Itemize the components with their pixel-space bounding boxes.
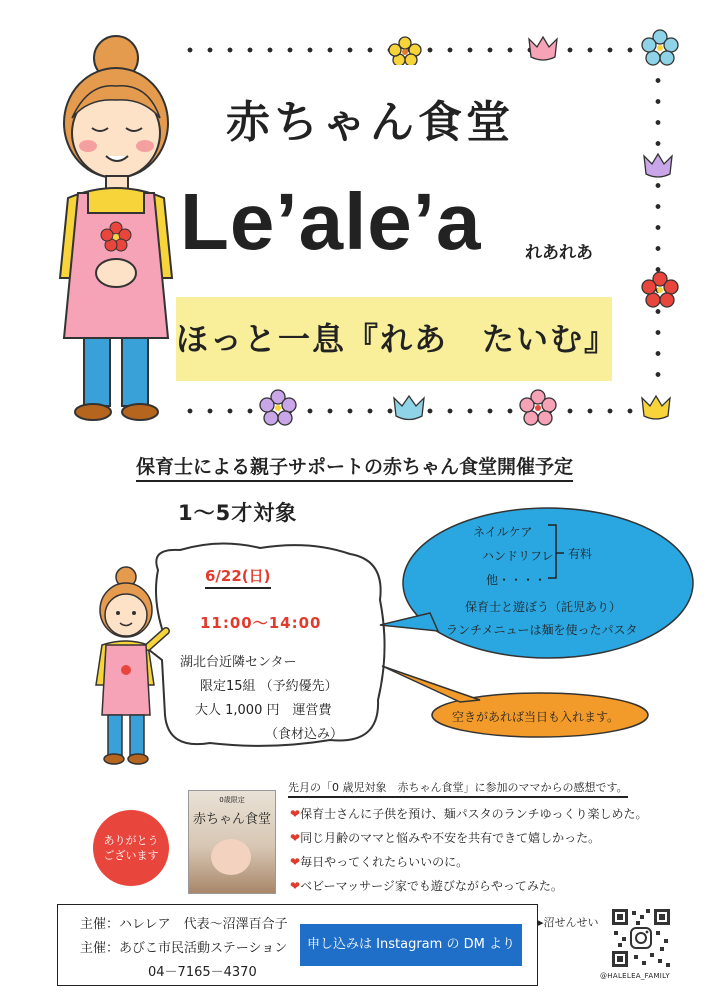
logo-reading: れあれあ (525, 243, 593, 263)
flower-blue-icon (640, 28, 680, 68)
woman-illustration (48, 28, 183, 423)
photo-baby (211, 839, 251, 875)
testimonial-item (290, 877, 563, 894)
service-paid-label: 有料 (568, 547, 593, 561)
event-date (205, 565, 271, 586)
event-limit: 限定15組 （予約優先） (200, 679, 338, 694)
event-fee: 大人 1,000 円 運営費 (195, 703, 332, 718)
tulip-purple-icon (640, 150, 676, 180)
tulip-pink-icon (525, 33, 561, 63)
logo-text: Le’ale’a (180, 177, 482, 266)
qr-label-text: 沼せんせい (543, 916, 599, 929)
testimonial-item (290, 829, 600, 846)
walk-in-note: 空きがあれば当日も入れます。 (452, 710, 620, 724)
frame-dots-right (655, 70, 661, 390)
instagram-dm-button[interactable]: 申し込みは Instagram の DM より (300, 924, 522, 966)
instagram-handle: @HALELEA_FAMILY (600, 972, 671, 980)
banner: ほっと一息『れあ たいむ』 (176, 297, 612, 381)
thanks-badge: ありがとう ございます (93, 810, 169, 886)
event-photo (188, 790, 276, 894)
tulip-yellow-icon (638, 392, 674, 422)
photo-title: 赤ちゃん食堂 (192, 812, 271, 827)
speech-bubble-orange (380, 660, 660, 740)
event-time: 11:00～14:00 (200, 614, 322, 632)
testimonials-heading-text: 先月の「0 歳児対象 赤ちゃん食堂」に参加のママからの感想です。 (288, 781, 628, 798)
testimonial-text: 同じ月齢のママと悩みや不安を共有できて嬉しかった。 (300, 831, 601, 845)
flower-purple-icon (258, 388, 298, 428)
event-venue: 湖北台近隣センター (180, 655, 297, 670)
subtitle-text: 保育士による親子サポートの赤ちゃん食堂開催予定 (136, 456, 573, 482)
footer-phone: 04－7165－4370 (148, 965, 257, 980)
event-fee-note: （食材込み） (265, 727, 344, 742)
qr-label (538, 914, 599, 930)
service-lunch: ランチメニューは麺を使ったパスタ (446, 623, 638, 637)
woman-small-illustration (88, 565, 173, 770)
service-other: 他・・・・ (486, 573, 547, 587)
heart-icon: ❤ (290, 807, 301, 821)
photo-tag: 0歳限定 (219, 796, 245, 804)
event-date-text: 6/22(日) (205, 567, 271, 589)
page-title: 赤ちゃん食堂 (226, 97, 514, 148)
footer-organizer-1: 主催：ハレレア 代表～沼澤百合子 (80, 917, 288, 932)
arrow-right-icon: ▸ (538, 916, 544, 929)
footer-organizer-2: 主催：あびこ市民活動ステーション (80, 941, 288, 956)
testimonial-text: 毎日やってくれたらいいのに。 (300, 855, 469, 869)
heart-icon: ❤ (290, 831, 301, 845)
flower-pink-icon (518, 388, 558, 428)
qr-code-icon[interactable] (610, 907, 672, 969)
service-handreflex: ハンドリフレ (482, 549, 554, 563)
flower-yellow-icon (385, 35, 425, 65)
flower-red-icon (640, 270, 680, 310)
testimonial-text: ベビーマッサージ家でも遊びながらやってみた。 (300, 879, 563, 893)
heart-icon: ❤ (290, 855, 301, 869)
testimonials-heading (288, 779, 628, 795)
testimonial-text: 保育士さんに子供を預け、麺パスタのランチゆっくり楽しめた。 (300, 807, 648, 821)
testimonial-item (290, 805, 647, 822)
target-age: 1～5才対象 (178, 501, 298, 525)
service-nail: ネイルケア (473, 525, 533, 539)
subtitle (136, 452, 573, 479)
heart-icon: ❤ (290, 879, 301, 893)
service-play: 保育士と遊ぼう（託児あり） (465, 600, 622, 614)
testimonial-item (290, 853, 468, 870)
tulip-blue-icon (390, 392, 428, 424)
